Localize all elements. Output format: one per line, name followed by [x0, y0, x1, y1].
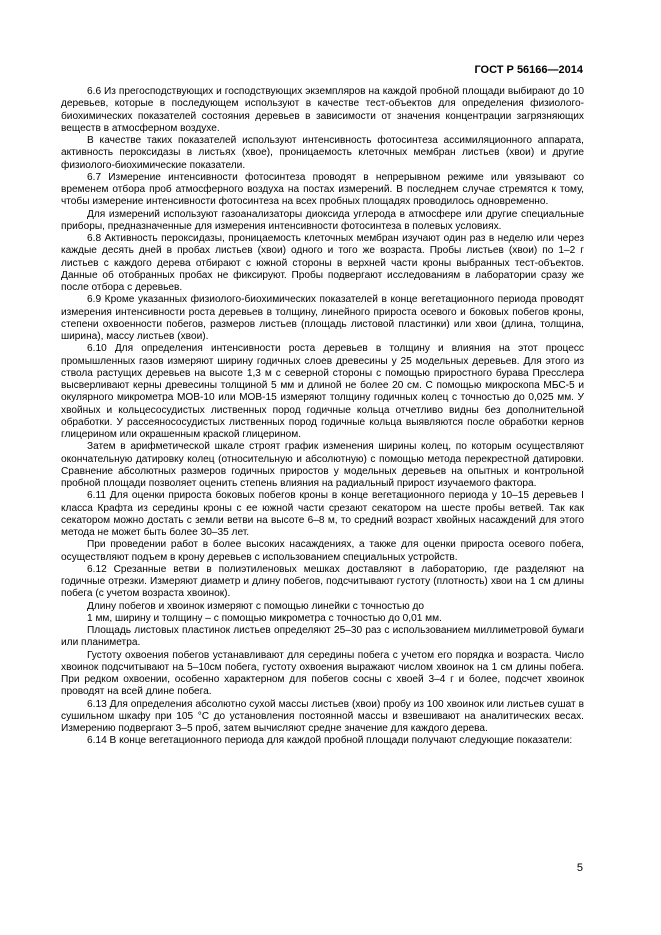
paragraph: В качестве таких показателей используют интенсивность фотосинтеза ассимиляционного аппарата, активность пероксидазы в листьях (хвое), проницаемость клеточных мембран листьев (хвои) и другие физиолого-биохимические показатели.: [61, 135, 584, 171]
paragraph-6-8: 6.8 Активность пероксидазы, проницаемость клеточных мембран изучают один раз в неделю или через каждые десять дней в пробах листьев (хвои) одного и того же возраста. Пробы листьев (хвои) по 1–2 г листьев с каждого дерева отбирают с южной стороны в верхней части кроны выбранных тест-объектов. Данные об отобранных пробах не фиксируют. Пробы подвергают исследованиям в лаборатории сразу же после отбора с деревьев.: [61, 233, 584, 293]
paragraph: Густоту охвоения побегов устанавливают для середины побега с учетом его порядка и возраста. Число хвоинок подсчитывают на 5–10см побега, густоту охвоения выражают числом хвоинок на 1 см длины побега. При редком охвоении, особенно характерном для побегов сосны с хвоей 3–4 г и более, подсчет хвоинок проводят на всей длине побега.: [61, 649, 584, 698]
paragraph: Затем в арифметической шкале строят график изменения ширины колец, по которым осуществляют окончательную датировку колец (относительную и абсолютную) с помощью метода перекрестной датировки. Сравнение абсолютных размеров годичных приростов у модельных деревьев на опытных и контрольной пробной площади позволяет оценить степень влияния на радиальный прирост изучаемого фактора.: [61, 441, 584, 489]
paragraph-6-7: 6.7 Измерение интенсивности фотосинтеза проводят в непрерывном режиме или увязывают со временем отбора проб атмосферного воздуха на постах измерений. В последнем случае стремятся к тому, чтобы измерение интенсивности фотосинтеза на всех пробных площадях проводилось одновременно.: [61, 171, 584, 208]
paragraph: Длину побегов и хвоинок измеряют с помощью линейки с точностью до: [87, 600, 425, 612]
paragraph: 1 мм, ширину и толщину – с помощью микрометра с точностью до 0,01 мм.: [87, 612, 442, 624]
paragraph-6-14: 6.14 В конце вегетационного периода для каждой пробной площади получают следующие показатели:: [87, 735, 573, 747]
paragraph-6-6: 6.6 Из прегосподствующих и господствующих экземпляров на каждой пробной площади выбирают до 10 деревьев, которые в последующем используют в качестве тест-объектов для определения физиолого- биохимических показателей состояния деревьев в зависимости от значения концентрации загрязняющих веществ в атмосферном воздухе.: [61, 86, 584, 134]
paragraph-6-9: 6.9 Кроме указанных физиолого-биохимических показателей в конце вегетационного периода проводят измерения интенсивности роста деревьев в толщину, линейного прироста осевого и боковых побегов кроны, степени охвоенности побегов, размеров листьев (площадь листовой пластинки) или хвои (длина, толщина, ширина), массу листьев (хвои).: [61, 294, 584, 342]
page-number: 5: [576, 862, 583, 874]
paragraph-6-12: 6.12 Срезанные ветви в полиэтиленовых мешках доставляют в лабораторию, где разделяют на годичные отрезки. Измеряют диаметр и длину побегов, подсчитывают густоту (плотность) хвои на 1 см длины побега (с учетом возраста хвоинок).: [61, 563, 584, 600]
paragraph: Площадь листовых пластинок листьев определяют 25–30 раз с использованием миллиметровой бумаги или планиметра.: [61, 625, 584, 649]
paragraph: Для измерений используют газоанализаторы диоксида углерода в атмосфере или другие специальные приборы, предназначенные для измерения интенсивности фотосинтеза в полевых условиях.: [61, 208, 584, 232]
document-body: [61, 86, 584, 748]
paragraph-6-11: 6.11 Для оценки прироста боковых побегов кроны в конце вегетационного периода у 10–15 деревьев I класса Крафта из середины кроны с ее южной части срезают секатором на шесте пробы ветвей. Так как секатором можно достать с земли ветви на высоте 6–8 м, то средний возраст хвойных насаждений для этого метода не может быть более 30–35 лет.: [61, 490, 584, 538]
document-header: ГОСТ Р 56166—2014: [474, 64, 583, 76]
paragraph-6-13: 6.13 Для определения абсолютно сухой массы листьев (хвои) пробу из 100 хвоинок или листьев сушат в сушильном шкафу при 105 °С до установления постоянной массы и взвешивают на аналитических весах. Измерению подвергают 3–5 проб, затем вычисляют средне значение для каждого дерева.: [61, 698, 584, 734]
paragraph-6-10: 6.10 Для определения интенсивности роста деревьев в толщину и влияния на этот процесс промышленных газов измеряют ширину годичных слоев древесины у 25 модельных деревьев. Для этого из ствола растущих деревьев на высоте 1,3 м с северной стороны с помощью приростного бурава Пресслера высверливают керны древесины толщиной 5 мм и длиной не более 20 см. С помощью микроскопа МБС-5 и окулярного микрометра МОВ-10 или МОВ-15 измеряют толщину годичных колец с точностью до 0,025 мм. У хвойных и кольцесосудистых лиственных пород годичные кольца отчетливо видны без дополнительной обработки. У рассеянососудистых лиственных пород годичные кольца выявляются после обработки кернов глицерином или окрашенным краской глицерином.: [61, 343, 584, 440]
paragraph: При проведении работ в более высоких насаждениях, а также для оценки прироста осевого побега, осуществляют подъем в крону деревьев с использованием специальных устройств.: [61, 539, 584, 563]
